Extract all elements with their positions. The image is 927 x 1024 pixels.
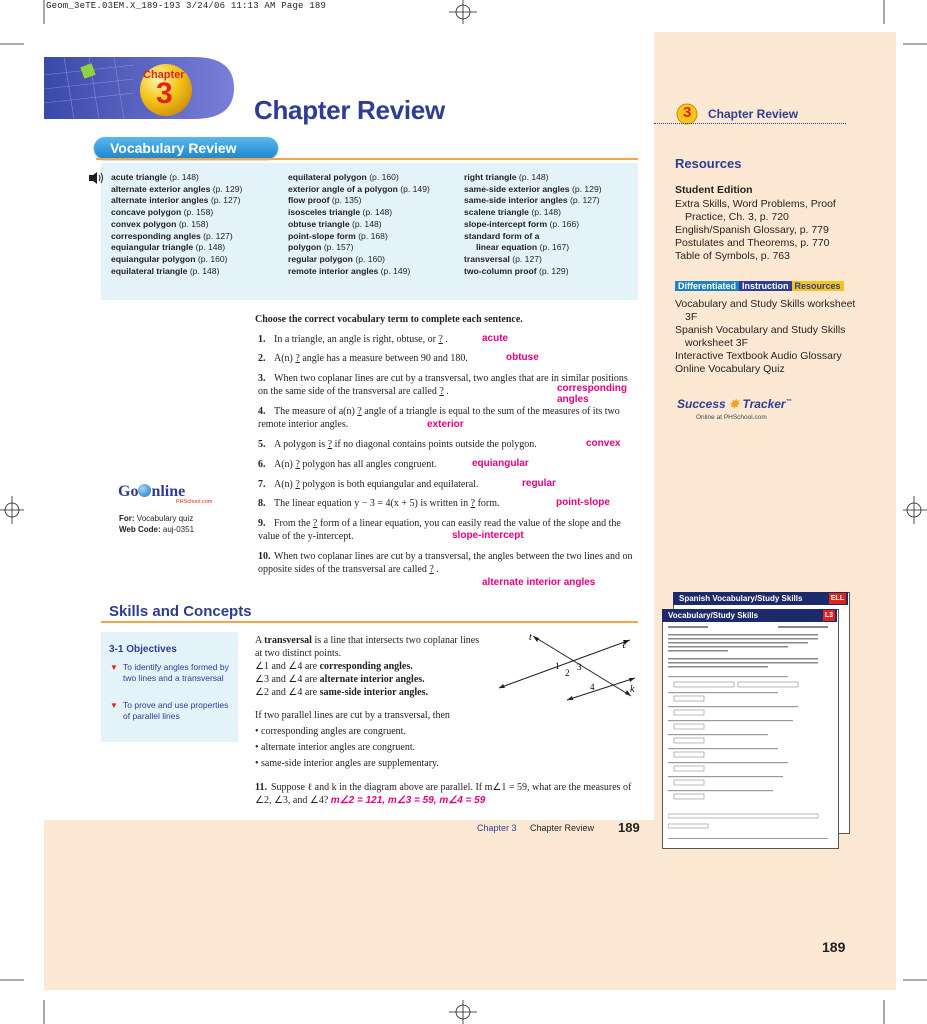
answer-1: acute [482,333,509,344]
label-k: k [630,684,635,695]
answer-blank: ? [439,386,444,397]
question-8: 8. The linear equation y − 3 = 4(x + 5) is written in ? form. [258,498,500,509]
vocab-term: regular polygon (p. 160) [288,253,385,264]
vocab-term: remote interior angles (p. 149) [288,265,411,276]
answer-5: convex [586,438,621,449]
objective-item: ▼ To prove and use properties of parallel lines [110,700,229,721]
question-5: 5. A polygon is ? if no diagonal contains points outside the polygon. [258,439,537,450]
vocab-term: same-side interior angles (p. 127) [464,195,600,206]
answer-3: corresponding angles [557,383,628,405]
online-text: nline [151,483,186,500]
question-7: 7. A(n) ? polygon is both equiangular and equilateral. [258,479,479,490]
divider [101,621,638,623]
objectives-title: 3-1 Objectives [109,644,177,655]
answer-blank: ? [312,518,318,529]
vocab-term: point-slope form (p. 168) [288,230,388,241]
list-item: English/Spanish Glossary, p. 779 [675,224,829,236]
label-t: t [529,632,532,643]
success-tracker-logo[interactable]: Success ✸ Tracker™ [677,397,792,411]
ell-tag: ELL [830,595,844,602]
diff-label: Differentiated [675,281,739,291]
list-item: Spanish Vocabulary and Study Skills worksheet 3F [675,324,846,349]
label-l: ℓ [622,640,627,651]
go-online-details [119,513,194,535]
web-code-value: auj-0351 [162,525,195,534]
spanish-worksheet-title: Spanish Vocabulary/Study Skills ELL [673,592,848,605]
list-item: Postulates and Theorems, p. 770 [675,237,830,249]
differentiated-instruction-bar [675,280,844,293]
vocab-term: exterior angle of a polygon (p. 149) [288,183,430,194]
vocab-term: equilateral triangle (p. 148) [111,265,220,276]
list-item: Vocabulary and Study Skills worksheet 3F [675,298,856,323]
list-item: Table of Symbols, p. 763 [675,250,790,262]
footer-chapter: Chapter 3 [477,823,517,833]
vocab-term: equiangular polygon (p. 160) [111,253,228,264]
vocab-column-3 [464,172,602,277]
globe-icon [138,484,151,497]
vocab-term: corresponding angles (p. 127) [111,230,233,241]
answer-blank: ? [438,334,443,345]
print-slug: Geom_3eTE.03EM.X_189-193 3/24/06 11:13 AM Page 189 [46,1,327,11]
go-online-logo[interactable] [118,483,212,505]
vocab-term: alternate interior angles (p. 127) [111,195,241,206]
vocab-term: polygon (p. 157) [288,242,354,253]
answer-10: alternate interior angles [482,577,596,588]
worksheet-body-lines [668,626,833,844]
chapter-banner [44,57,234,119]
question-2: 2. A(n) ? angle has a measure between 90 and 180. [258,353,468,364]
answer-9: slope-intercept [452,530,524,541]
vocab-term: equilateral polygon (p. 160) [288,172,399,182]
answer-blank: ? [470,498,476,509]
objective-item: ▼ To identify angles formed by two lines and a transversal [110,662,229,683]
list-item: Online Vocabulary Quiz [675,363,785,375]
vocab-column-2 [288,172,430,277]
vocab-term: linear equation (p. 167) [476,242,570,253]
chapter-number: 3 [156,77,173,110]
angle-3: 3 [577,662,582,672]
l3-tag: L3 [824,612,833,619]
vocab-term: alternate exterior angles (p. 129) [111,183,243,194]
star-icon: ✸ [729,397,740,411]
question-3: 3. When two coplanar lines are cut by a transversal, two angles that are in similar positions on the same side of the transversal are called ? . [258,373,628,397]
answer-4: exterior [427,419,464,430]
vocab-term: right triangle (p. 148) [464,172,549,182]
question-4: 4. The measure of a(n) ? angle of a triangle is equal to the sum of the measures of its two remote interior angles. [258,406,620,430]
vocab-term: transversal (p. 127) [464,253,542,264]
vocab-term: equiangular triangle (p. 148) [111,242,226,253]
vocab-term: convex polygon (p. 158) [111,218,209,229]
vocab-term: scalene triangle (p. 148) [464,207,561,218]
question-10: 10. When two coplanar lines are cut by a transversal, the angles between the two lines and on opposite sides of the transversal are called ? . [258,551,633,575]
skills-heading: Skills and Concepts [109,603,252,620]
angle-1: 1 [555,661,560,671]
for-label: For: [119,514,135,523]
question-6: 6. A(n) ? polygon has all angles congruent. [258,459,437,470]
answer-blank: ? [357,406,362,417]
answer-blank: ? [295,479,300,490]
page-title: Chapter Review [254,95,445,125]
transversal-diagram [495,628,645,708]
question-1: 1. In a triangle, an angle is right, obtuse, or ? . [258,334,448,345]
bullet-triangle-icon: ▼ [110,701,118,710]
web-code-label: Web Code: [119,525,161,534]
badge-number: 3 [683,104,692,121]
phschool-site: PHSchool.com [176,499,213,505]
angle-2: 2 [565,668,570,678]
student-edition-list [675,198,860,263]
for-value: Vocabulary quiz [136,514,194,523]
vocab-term: two-column proof (p. 129) [464,265,569,276]
answer-blank: ? [429,564,434,575]
resources-heading: Resources [675,156,742,171]
parallel-lines-facts: If two parallel lines are cut by a transversal, then • corresponding angles are congruent. • alternate interior angles are congruent. • same-side interior angles are supplementary. [255,710,450,769]
instructions: Choose the correct vocabulary term to complete each sentence. [255,314,523,325]
footer-page: 189 [618,820,640,835]
vocab-term: flow proof (p. 135) [288,195,362,206]
answer-8: point-slope [556,497,610,508]
answer-11: m∠2 = 121, m∠3 = 59, m∠4 = 59 [330,795,486,806]
di-resources-list [675,298,860,376]
page-number: 189 [822,939,846,955]
vocabulary-review-heading: Vocabulary Review [94,137,278,159]
answer-7: regular [522,478,556,489]
speaker-icon[interactable] [89,172,105,184]
line-l [499,640,630,688]
vocab-term: isosceles triangle (p. 148) [288,207,393,218]
vocab-term: obtuse triangle (p. 148) [288,218,382,229]
footer-section: Chapter Review [530,823,595,833]
bullet-triangle-icon: ▼ [110,663,118,672]
worksheet-title: Vocabulary/Study Skills L3 [662,609,837,622]
line-k [567,678,635,700]
vocab-term: concave polygon (p. 158) [111,207,214,218]
list-item: Extra Skills, Word Problems, Proof Practice, Ch. 3, p. 720 [675,198,836,223]
instruction-label: Instruction [739,281,792,291]
list-item: Interactive Textbook Audio Glossary [675,350,842,362]
vocab-term: standard form of a [464,230,540,241]
answer-blank: ? [295,353,300,364]
answer-6: equiangular [472,458,529,469]
go-text: Go [118,483,139,500]
vocab-term: acute triangle (p. 148) [111,172,199,182]
question-9: 9. From the ? form of a linear equation, you can easily read the value of the slope and the value of the y-intercept. [258,518,621,542]
chapter-word: Chapter [143,69,185,81]
question-11: 11. Suppose ℓ and k in the diagram above are parallel. If m∠1 = 59, what are the measures of ∠2, ∠3, and ∠4? m∠2 = 121, m∠3 = 59, m∠4 = 59 [255,782,632,806]
answer-blank: ? [295,459,300,470]
tracker-subtitle: Online at PHSchool.com [696,414,767,421]
divider [654,123,846,124]
sidebar-title: Chapter Review [708,107,799,121]
vocab-term: same-side exterior angles (p. 129) [464,183,602,194]
angle-4: 4 [590,682,595,692]
student-edition-heading: Student Edition [675,184,753,196]
transversal-definition: A transversal is a line that intersects two coplanar lines at two distinct points. ∠1 and ∠4 are corresponding angles. ∠3 and ∠4 are alternate interior angles. ∠2 and ∠4 are same-side interior angles. [255,635,480,698]
answer-blank: ? [327,439,333,450]
answer-2: obtuse [506,352,539,363]
vocab-column-1 [111,172,242,277]
divider [96,158,638,160]
resources-label: Resources [792,281,844,291]
vocab-term: slope-intercept form (p. 166) [464,218,580,229]
